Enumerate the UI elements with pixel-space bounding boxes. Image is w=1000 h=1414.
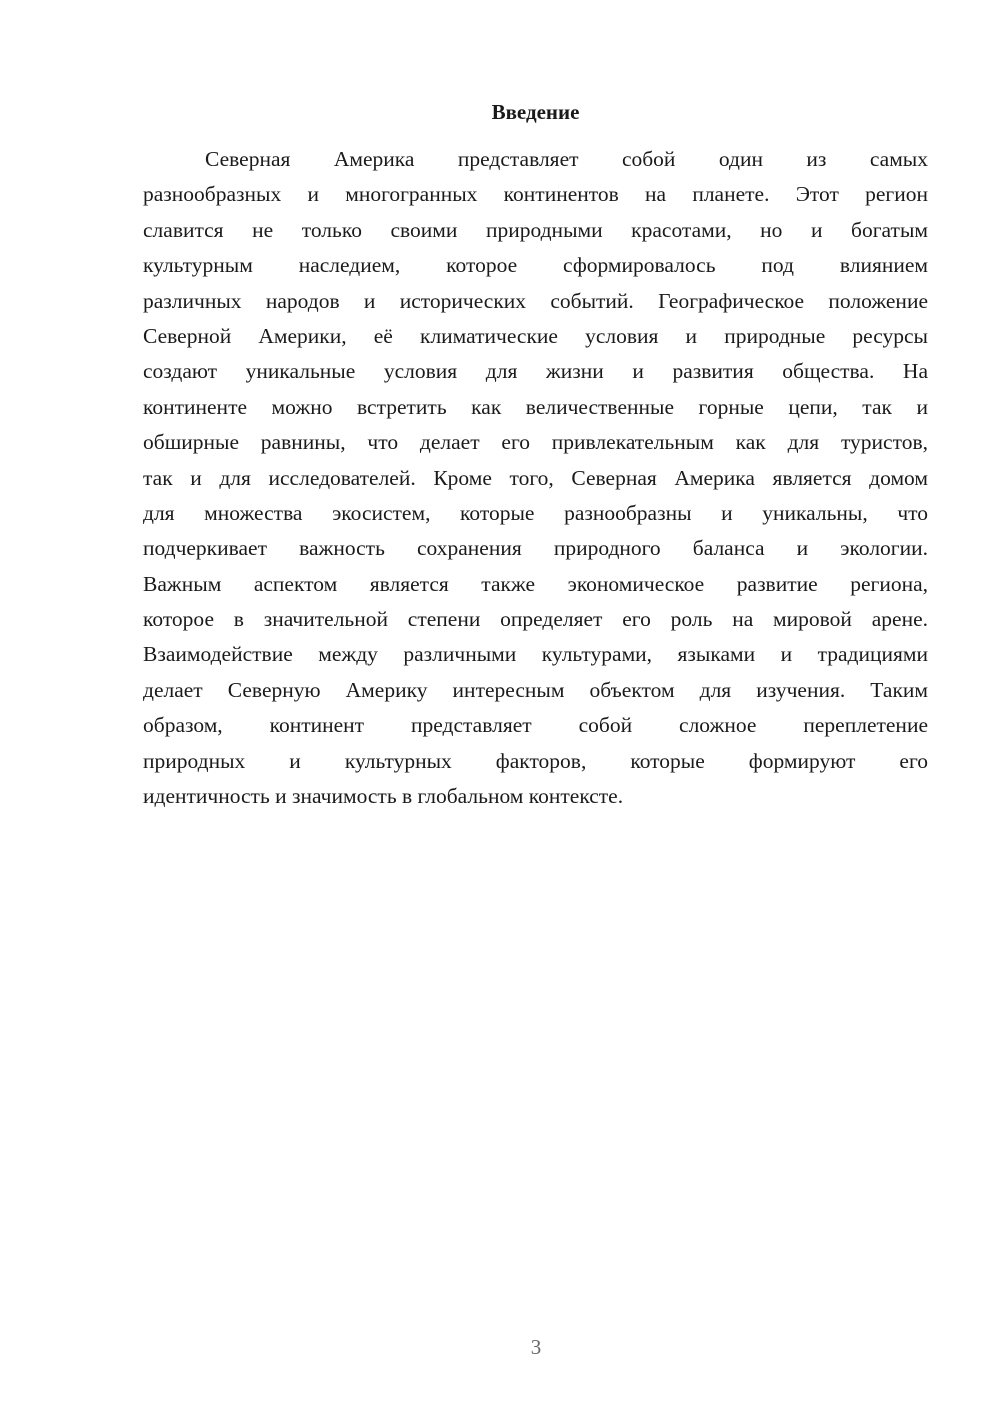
paragraph-line: подчеркивает важность сохранения природного баланса и экологии. — [143, 536, 928, 561]
paragraph-line: культурным наследием, которое сформировалось под влиянием — [143, 253, 928, 278]
paragraph-line: Северной Америки, её климатические условия и природные ресурсы — [143, 323, 928, 348]
paragraph-line: Северная Америка представляет собой один из самых — [205, 147, 928, 171]
paragraph-line: идентичность и значимость в глобальном контексте. — [143, 784, 624, 809]
paragraph-line: разнообразных и многогранных континентов на планете. Этот регион — [143, 182, 928, 207]
introduction-paragraph — [143, 142, 928, 814]
paragraph-line: Взаимодействие между различными культурами, языками и традициями — [143, 642, 928, 667]
paragraph-line: которое в значительной степени определяет его роль на мировой арене. — [143, 607, 928, 632]
paragraph-line: славится не только своими природными красотами, но и богатым — [143, 217, 928, 242]
paragraph-line: делает Северную Америку интересным объектом для изучения. Таким — [143, 677, 928, 702]
paragraph-line: континенте можно встретить как величественные горные цепи, так и — [143, 394, 928, 419]
paragraph-line: Важным аспектом является также экономическое развитие региона, — [143, 571, 928, 596]
page-number: 3 — [530, 1335, 542, 1359]
paragraph-line: так и для исследователей. Кроме того, Северная Америка является домом — [143, 465, 928, 490]
paragraph-line: образом, континент представляет собой сложное переплетение — [143, 713, 928, 738]
paragraph-line: природных и культурных факторов, которые формируют его — [143, 748, 928, 773]
paragraph-line: создают уникальные условия для жизни и развития общества. На — [143, 359, 928, 384]
paragraph-line: для множества экосистем, которые разнообразны и уникальны, что — [143, 500, 928, 525]
section-heading: Введение — [491, 100, 580, 124]
paragraph-line: обширные равнины, что делает его привлекательным как для туристов, — [143, 430, 928, 455]
paragraph-line: различных народов и исторических событий. Географическое положение — [143, 288, 928, 313]
